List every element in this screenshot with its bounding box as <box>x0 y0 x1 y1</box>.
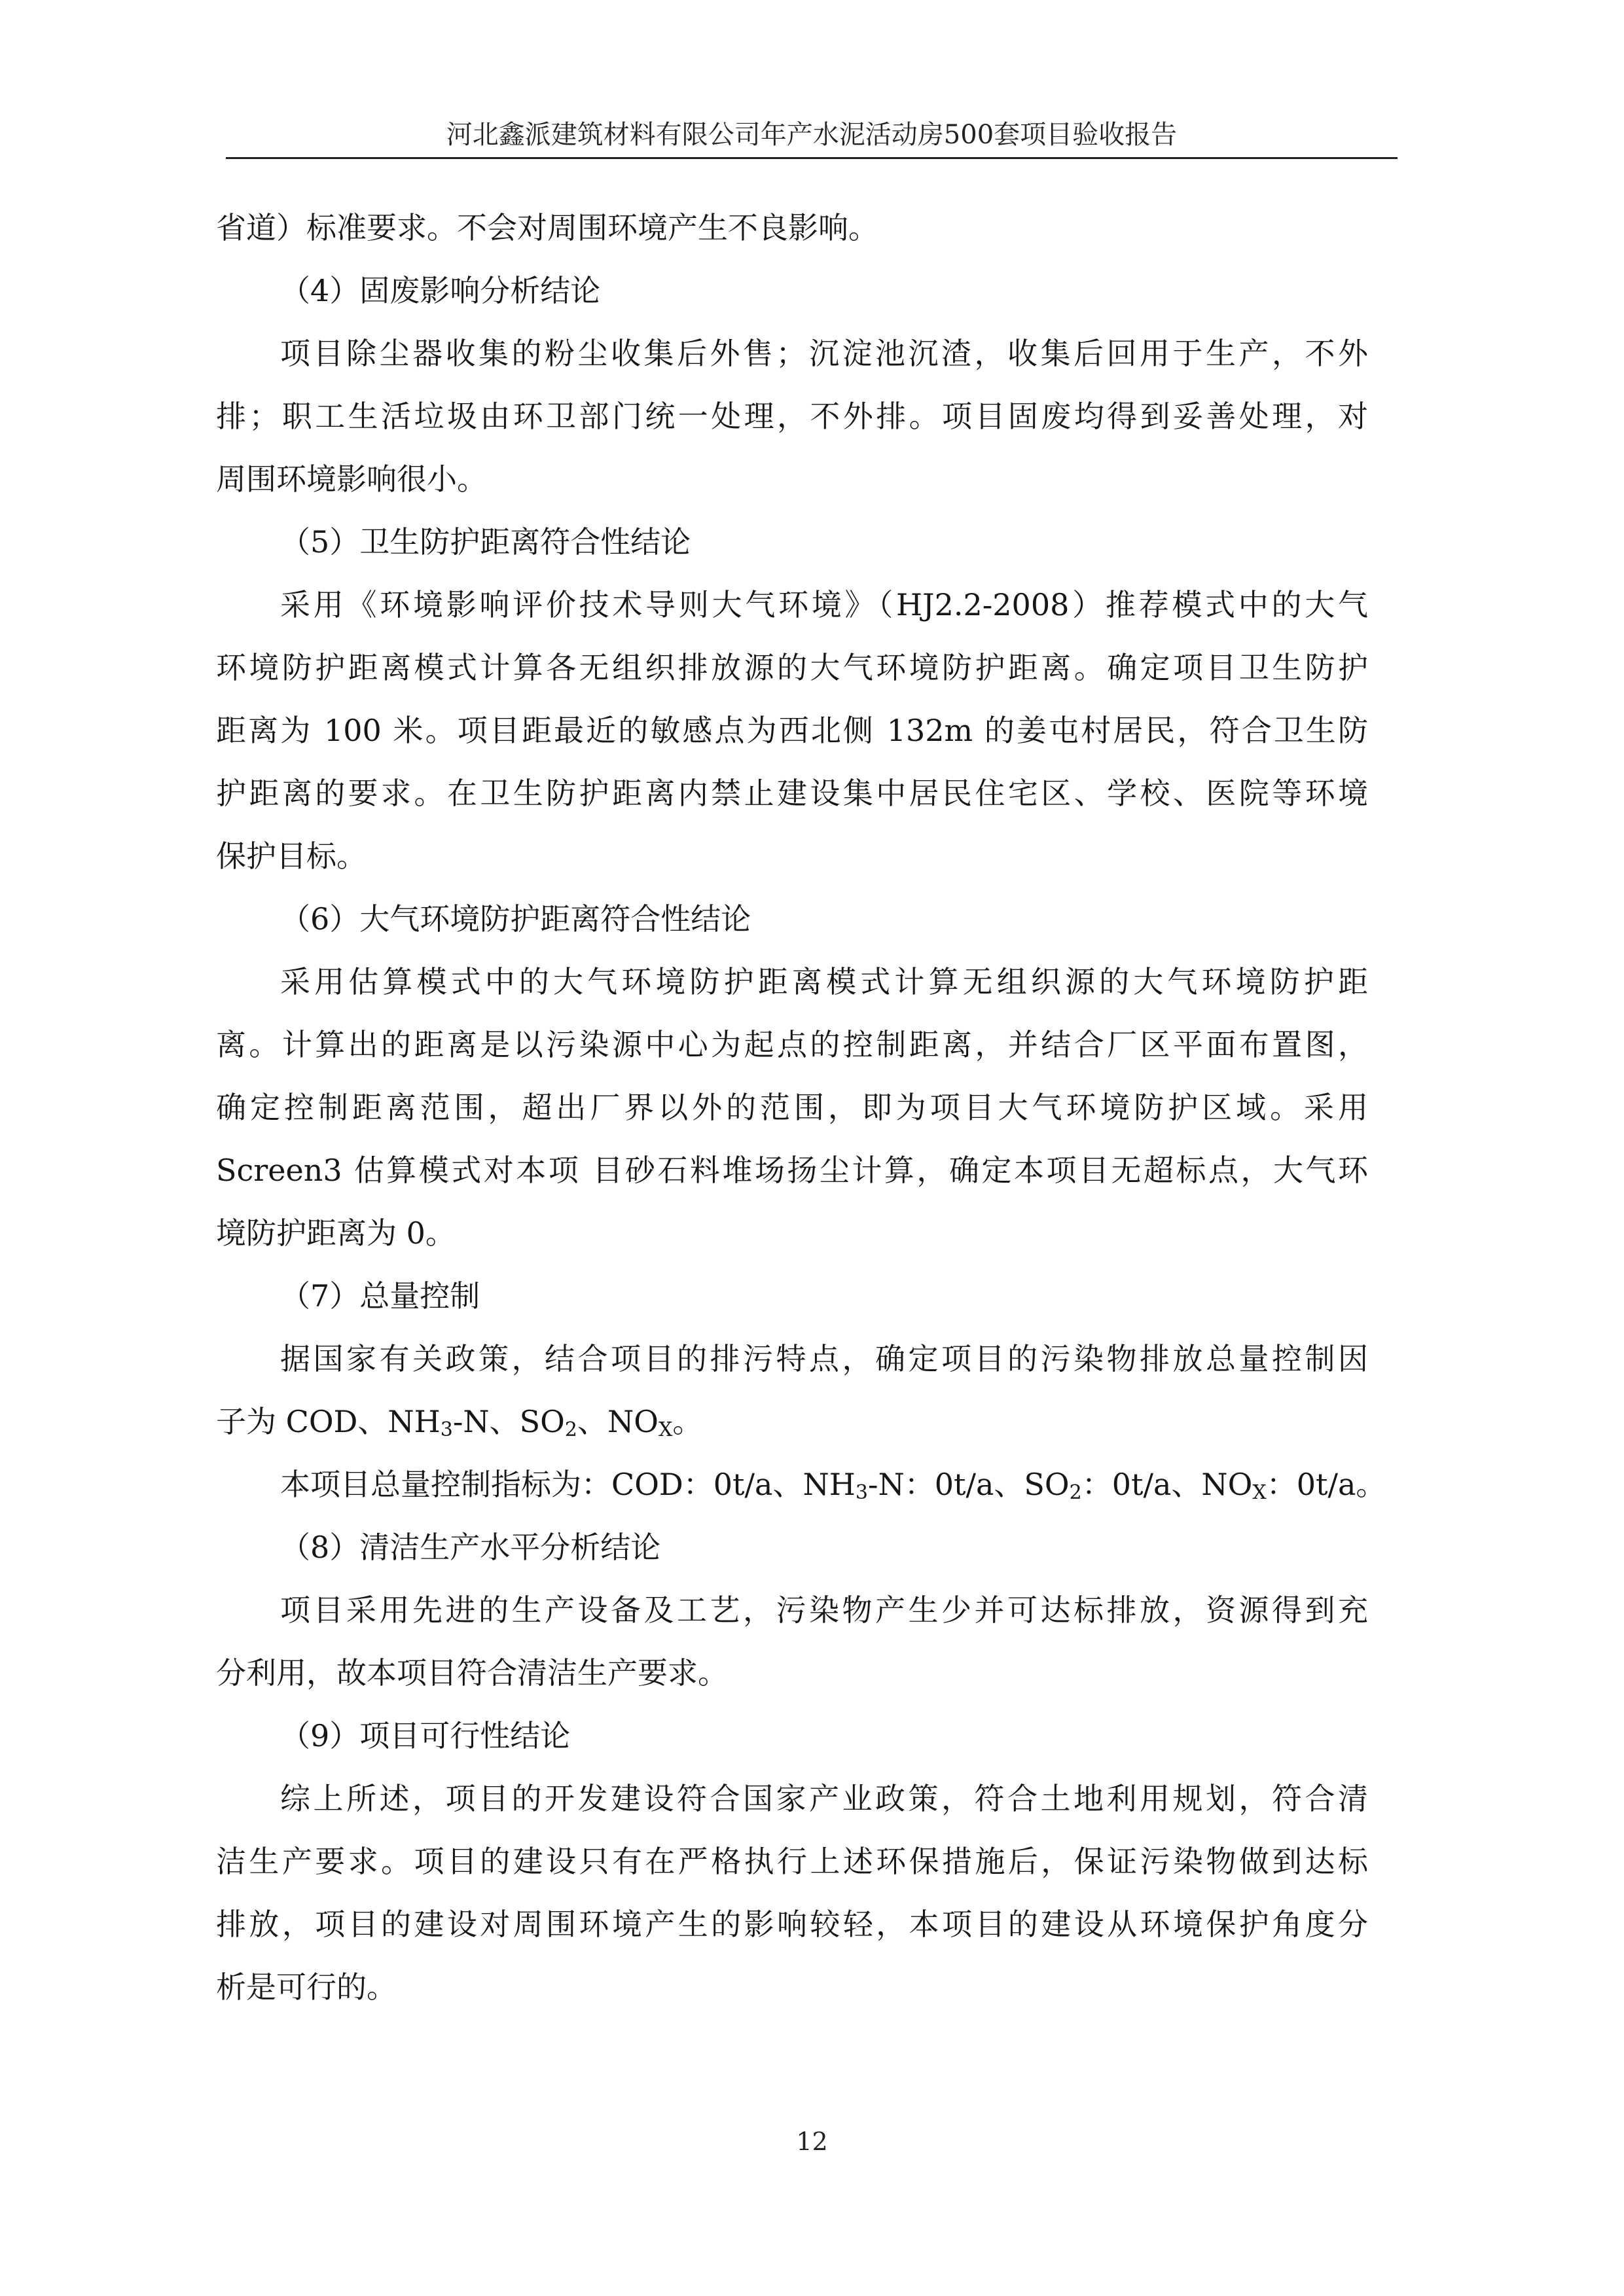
paragraph-line: 距离为 100 米。项目距最近的敏感点为西北侧 132m 的姜屯村居民，符合卫生防 <box>216 713 1368 748</box>
section-heading-8: （8）清洁生产水平分析结论 <box>280 1530 661 1565</box>
paragraph-line: 项目除尘器收集的粉尘收集后外售；沉淀池沉渣，收集后回用于生产，不外 <box>280 336 1368 371</box>
paragraph-line: 综上所述，项目的开发建设符合国家产业政策，符合土地利用规划，符合清 <box>280 1781 1368 1816</box>
section-heading-4: （4）固废影响分析结论 <box>280 273 601 308</box>
paragraph-line: 周围环境影响很小。 <box>216 461 487 497</box>
report-body <box>216 196 1386 2018</box>
section-heading-7: （7）总量控制 <box>280 1278 480 1314</box>
paragraph-line: 洁生产要求。项目的建设只有在严格执行上述环保措施后，保证污染物做到达标 <box>216 1844 1368 1879</box>
paragraph-line: 排放，项目的建设对周围环境产生的影响较轻，本项目的建设从环境保护角度分 <box>216 1907 1368 1942</box>
paragraph-line: 采用估算模式中的大气环境防护距离模式计算无组织源的大气环境防护距 <box>280 964 1368 999</box>
paragraph-line: 析是可行的。 <box>216 1969 397 2005</box>
paragraph-line: 离。计算出的距离是以污染源中心为起点的控制距离，并结合厂区平面布置图， <box>216 1027 1368 1062</box>
pollutant-factors-line: 子为 COD、$NH_3-N$、$SO_2$、$NO_X$。 <box>216 1404 703 1441</box>
paragraph-line: 确定控制距离范围，超出厂界以外的范围，即为项目大气环境防护区域。采用 <box>216 1090 1368 1125</box>
paragraph-line: 据国家有关政策，结合项目的排污特点，确定项目的污染物排放总量控制因 <box>280 1341 1368 1376</box>
section-heading-6: （6）大气环境防护距离符合性结论 <box>280 901 751 937</box>
page-number: 12 <box>796 2127 828 2156</box>
paragraph-line: 境防护距离为 0。 <box>216 1215 456 1251</box>
paragraph-line: 省道）标准要求。不会对周围环境产生不良影响。 <box>216 210 878 245</box>
paragraph-line: 护距离的要求。在卫生防护距离内禁止建设集中居民住宅区、学校、医院等环境 <box>216 776 1368 811</box>
paragraph-line: 环境防护距离模式计算各无组织排放源的大气环境防护距离。确定项目卫生防护 <box>216 650 1368 685</box>
section-heading-9: （9）项目可行性结论 <box>280 1718 571 1753</box>
paragraph-line: 项目采用先进的生产设备及工艺，污染物产生少并可达标排放，资源得到充 <box>280 1592 1368 1628</box>
paragraph-line: 分利用，故本项目符合清洁生产要求。 <box>216 1655 728 1691</box>
paragraph-line: 采用《环境影响评价技术导则大气环境》（HJ2.2-2008）推荐模式中的大气 <box>280 587 1368 622</box>
paragraph-line: Screen3 估算模式对本项 目砂石料堆场扬尘计算，确定本项目无超标点，大气环 <box>216 1153 1368 1188</box>
paragraph-line: 保护目标。 <box>216 838 367 874</box>
paragraph-line: 排；职工生活垃圾由环卫部门统一处理，不外排。项目固废均得到妥善处理，对 <box>216 399 1368 434</box>
section-heading-5: （5）卫生防护距离符合性结论 <box>280 524 691 560</box>
page-header: 河北鑫派建筑材料有限公司年产水泥活动房500套项目验收报告 <box>446 120 1178 150</box>
header-rule <box>226 157 1398 159</box>
total-control-indicators-line: 本项目总量控制指标为：COD：0t/a、$NH_3-N$：0t/a、$SO_2$：0t/a、$NO_X$：0t/a。 <box>280 1467 1386 1504</box>
